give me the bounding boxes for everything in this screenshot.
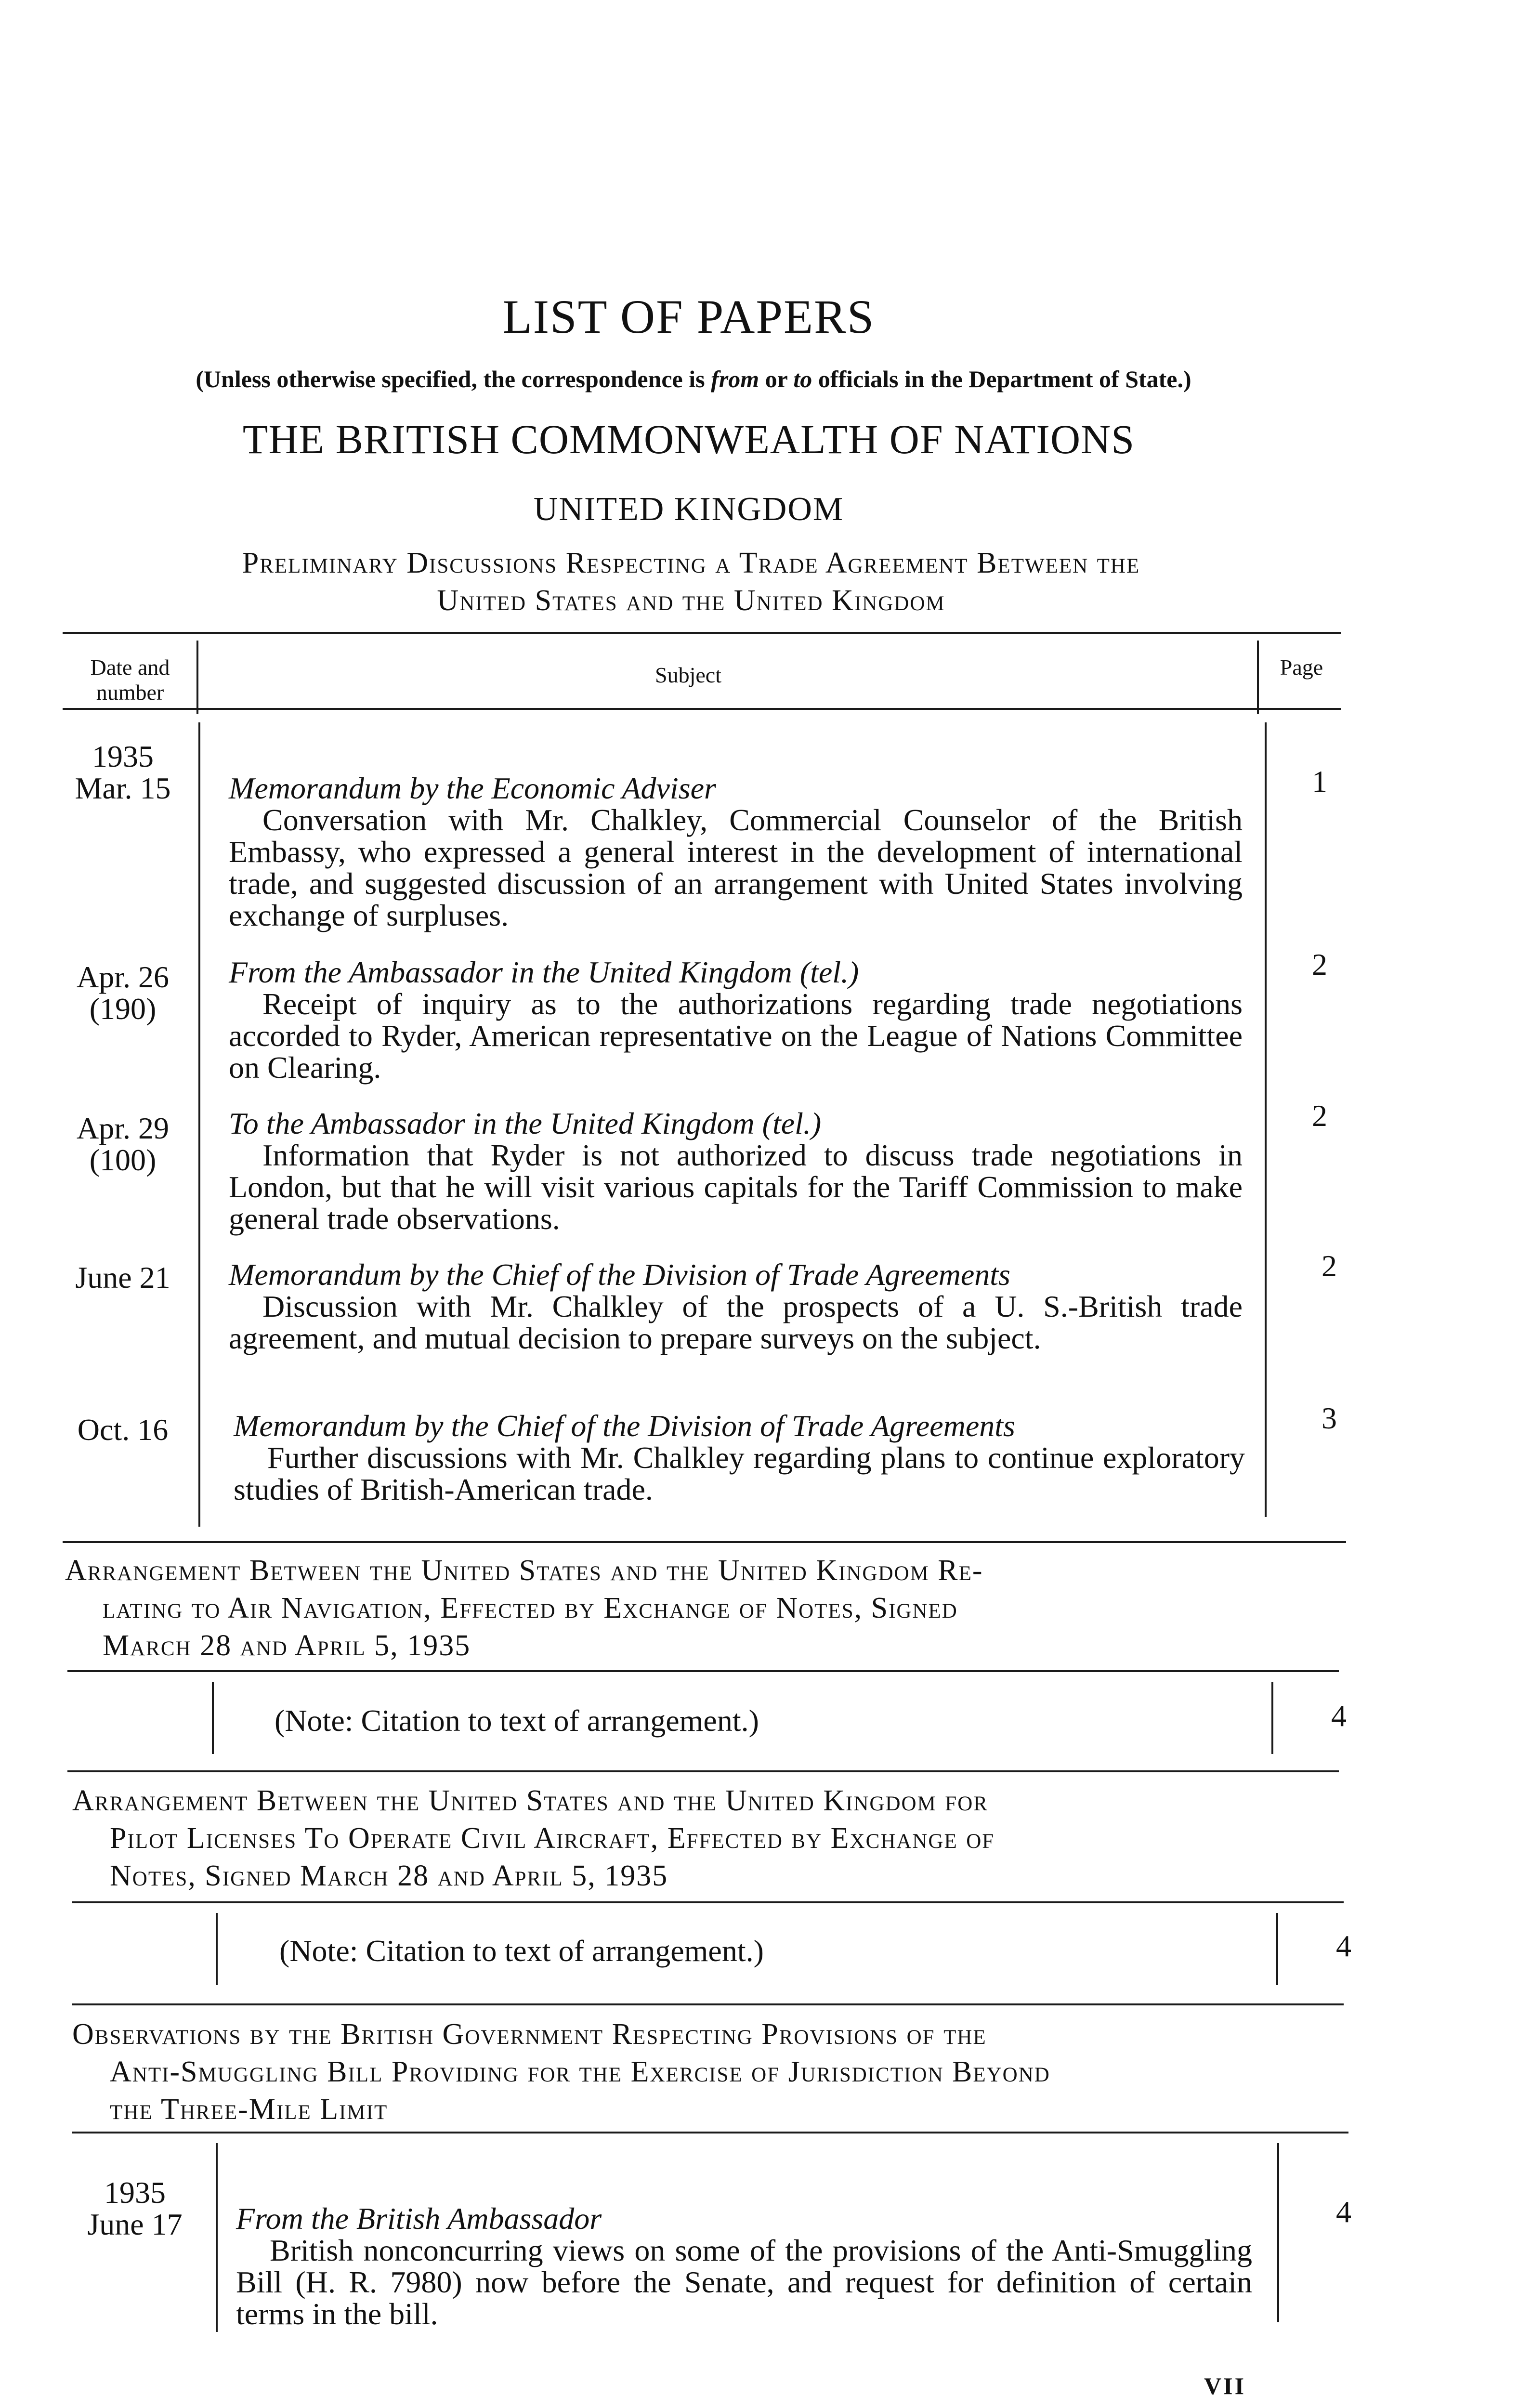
country-heading: UNITED KINGDOM — [533, 491, 844, 528]
entry-heading: Memorandum by the Chief of the Division of Trade Agreements — [229, 1257, 1010, 1292]
topic-line: Observations by the British Government Respecting Provisions of the — [72, 2018, 987, 2051]
entry-date: June 21 — [75, 1260, 170, 1295]
entry-subject — [229, 772, 1243, 931]
note-page: 4 — [1331, 1699, 1347, 1733]
topic-line: March 28 and April 5, 1935 — [103, 1629, 471, 1662]
entry-subject — [229, 1259, 1243, 1354]
column-header-page: Page — [1280, 655, 1323, 680]
table-rule-top — [72, 1901, 1344, 1903]
note-page: 4 — [1336, 1929, 1351, 1963]
entry-body: Conversation with Mr. Chalkley, Commercial Counselor of the British Embassy, who expressed a general interest in the development of international trade, and suggested discussion of an arrangement with United States involving exchange of surpluses. — [229, 803, 1243, 932]
page-number: VII — [1204, 2372, 1246, 2399]
entry-heading: From the Ambassador in the United Kingdom (tel.) — [229, 955, 859, 989]
correspondence-note: (Unless otherwise specified, the correspondence is from or to officials in the Department of State.) — [196, 366, 1191, 393]
topic-line: Notes, Signed March 28 and April 5, 1935 — [110, 1859, 668, 1892]
entry-body: Receipt of inquiry as to the authorizations regarding trade negotiations accorded to Ryder, American representative on the League of Nations Committee on Clearing. — [229, 987, 1243, 1085]
column-divider — [212, 1682, 214, 1754]
entry-page: 2 — [1312, 947, 1327, 982]
entry-subject — [229, 956, 1243, 1084]
topic-line: United States and the United Kingdom — [437, 584, 945, 617]
entry-page: 3 — [1322, 1401, 1337, 1435]
entry-date: Apr. 29 (100) — [77, 1111, 169, 1177]
entry-body: Further discussions with Mr. Chalkley regarding plans to continue exploratory studies of British-American trade. — [234, 1440, 1245, 1506]
entry-page: 2 — [1322, 1249, 1337, 1283]
entry-body: British nonconcurring views on some of the provisions of the Anti-Smuggling Bill (H. R. 7980) now before the Senate, and request for definition of certain terms in the bill. — [236, 2233, 1252, 2331]
column-divider — [196, 641, 198, 714]
column-divider — [216, 1913, 218, 1985]
entry-subject — [236, 2203, 1252, 2330]
entry-page: 2 — [1312, 1099, 1327, 1133]
column-header-date: Date and number — [90, 655, 170, 705]
entry-heading: Memorandum by the Economic Adviser — [229, 771, 716, 805]
section-title: THE BRITISH COMMONWEALTH OF NATIONS — [242, 416, 1135, 462]
topic-heading-pilot-licenses — [72, 1782, 1344, 1895]
topic-line: Preliminary Discussions Respecting a Trade Agreement Between the — [242, 547, 1140, 579]
table-rule-bottom — [63, 1541, 1346, 1543]
entry-date: Apr. 26 (190) — [77, 960, 169, 1026]
topic-line: Anti-Smuggling Bill Providing for the Exercise of Jurisdiction Beyond — [110, 2055, 1050, 2088]
topic-line: the Three-Mile Limit — [110, 2093, 388, 2126]
table-rule-bottom — [72, 2003, 1344, 2005]
column-divider — [1276, 1913, 1278, 1985]
entry-body: Information that Ryder is not authorized to discuss trade negotiations in London, but that he will visit various capitals for the Tariff Commission to make general trade observations. — [229, 1138, 1243, 1236]
entry-date: 1935 Mar. 15 — [75, 739, 171, 805]
column-divider — [1265, 722, 1267, 1517]
column-divider — [1277, 2143, 1279, 2322]
note-citation: (Note: Citation to text of arrangement.) — [279, 1934, 764, 1968]
entry-heading: To the Ambassador in the United Kingdom (tel.) — [229, 1106, 822, 1140]
entry-heading: From the British Ambassador — [236, 2201, 602, 2236]
column-header-subject: Subject — [655, 663, 721, 687]
table-rule-top — [63, 632, 1341, 634]
page-title: LIST OF PAPERS — [502, 290, 875, 343]
table-rule-bottom — [67, 1770, 1339, 1772]
entry-body: Discussion with Mr. Chalkley of the prospects of a U. S.-British trade agreement, and mutual decision to prepare surveys on the subject. — [229, 1289, 1243, 1355]
column-divider — [1257, 641, 1259, 714]
column-divider — [216, 2143, 218, 2332]
note-citation: (Note: Citation to text of arrangement.) — [275, 1703, 759, 1738]
topic-line: lating to Air Navigation, Effected by Exchange of Notes, Signed — [103, 1592, 958, 1624]
entry-subject — [234, 1410, 1245, 1505]
topic-heading-trade-agreement — [53, 544, 1329, 619]
entry-page: 4 — [1336, 2195, 1351, 2229]
entry-date: 1935 June 17 — [87, 2175, 183, 2241]
topic-line: Arrangement Between the United States and the United Kingdom Re- — [65, 1554, 983, 1587]
topic-heading-air-navigation — [65, 1552, 1341, 1664]
topic-heading-anti-smuggling — [72, 2015, 1344, 2128]
table-rule-header — [63, 708, 1341, 710]
table-rule-top — [67, 1670, 1339, 1672]
entry-subject — [229, 1108, 1243, 1235]
column-divider — [198, 722, 200, 1527]
topic-line: Arrangement Between the United States and the United Kingdom for — [72, 1784, 988, 1817]
column-divider — [1271, 1682, 1273, 1754]
entry-heading: Memorandum by the Chief of the Division of Trade Agreements — [234, 1409, 1015, 1443]
table-rule-top — [72, 2132, 1348, 2133]
topic-line: Pilot Licenses To Operate Civil Aircraft, Effected by Exchange of — [110, 1822, 995, 1855]
entry-date: Oct. 16 — [77, 1413, 169, 1447]
entry-page: 1 — [1312, 764, 1327, 798]
